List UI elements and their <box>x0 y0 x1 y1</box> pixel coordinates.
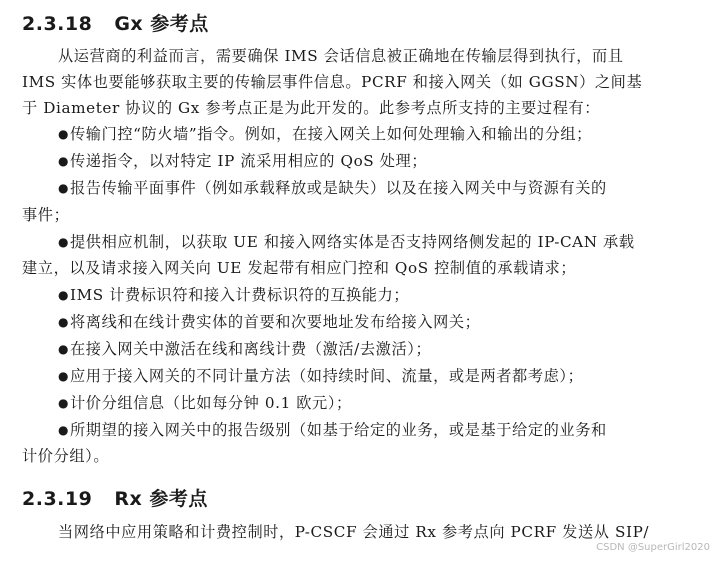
bullet-icon: ● <box>58 288 70 302</box>
list-item-text: 计价分组信息（比如每分钟 0.1 欧元）； <box>70 394 352 412</box>
list-item <box>58 232 635 252</box>
list-item <box>58 366 583 386</box>
list-item <box>58 151 427 171</box>
bullet-icon: ● <box>58 396 70 410</box>
list-item <box>58 124 592 144</box>
list-item-continuation: 事件； <box>22 206 70 224</box>
bullet-icon: ● <box>58 181 70 195</box>
paragraph-line: 于 Diameter 协议的 Gx 参考点正是为此开发的。此参考点所支持的主要过程有： <box>22 99 601 117</box>
list-item-continuation: 计价分组）。 <box>22 447 110 465</box>
list-item-text: 报告传输平面事件（例如承载释放或是缺失）以及在接入网关中与资源有关的 <box>70 179 607 197</box>
bullet-icon: ● <box>58 235 70 249</box>
section-number: 2.3.19 <box>22 488 93 510</box>
section-title: Gx 参考点 <box>114 13 209 35</box>
paragraph-line: 从运营商的利益而言，需要确保 IMS 会话信息被正确地在传输层得到执行，而且 <box>58 47 624 65</box>
list-item-text: 传递指令，以对特定 IP 流采用相应的 QoS 处理； <box>70 152 428 170</box>
bullet-icon: ● <box>58 315 70 329</box>
list-item <box>58 285 409 305</box>
section-heading-2-3-18 <box>22 9 209 36</box>
list-item-text: 将离线和在线计费实体的首要和次要地址发布给接入网关； <box>70 313 481 331</box>
list-item-text: 所期望的接入网关中的报告级别（如基于给定的业务，或是基于给定的业务和 <box>70 421 607 439</box>
list-item-text: 传输门控“防火墙”指令。例如，在接入网关上如何处理输入和输出的分组； <box>70 125 592 143</box>
list-item-text: 提供相应机制，以获取 UE 和接入网络实体是否支持网络侧发起的 IP-CAN 承载 <box>70 233 635 251</box>
watermark: CSDN @SuperGirl2020 <box>596 542 710 553</box>
list-item <box>58 420 607 440</box>
list-item-continuation: 建立，以及请求接入网关向 UE 发起带有相应门控和 QoS 控制值的承载请求； <box>22 259 577 277</box>
list-item <box>58 339 431 359</box>
bullet-icon: ● <box>58 423 70 437</box>
list-item-text: 应用于接入网关的不同计量方法（如持续时间、流量，或是两者都考虑）； <box>70 367 584 385</box>
paragraph-line: 当网络中应用策略和计费控制时，P-CSCF 会通过 Rx 参考点向 PCRF 发送从 SIP/ <box>58 523 650 541</box>
section-heading-2-3-19 <box>22 484 208 511</box>
list-item <box>58 178 607 198</box>
section-number: 2.3.18 <box>22 13 93 35</box>
section-title: Rx 参考点 <box>114 488 208 510</box>
list-item <box>58 312 480 332</box>
list-item <box>58 393 352 413</box>
bullet-icon: ● <box>58 369 70 383</box>
bullet-icon: ● <box>58 127 70 141</box>
bullet-icon: ● <box>58 154 70 168</box>
list-item-text: 在接入网关中激活在线和离线计费（激活/去激活）； <box>70 340 432 358</box>
bullet-icon: ● <box>58 342 70 356</box>
list-item-text: IMS 计费标识符和接入计费标识符的互换能力； <box>70 286 410 304</box>
paragraph-line: IMS 实体也要能够获取主要的传输层事件信息。PCRF 和接入网关（如 GGSN）之间基 <box>22 73 643 91</box>
